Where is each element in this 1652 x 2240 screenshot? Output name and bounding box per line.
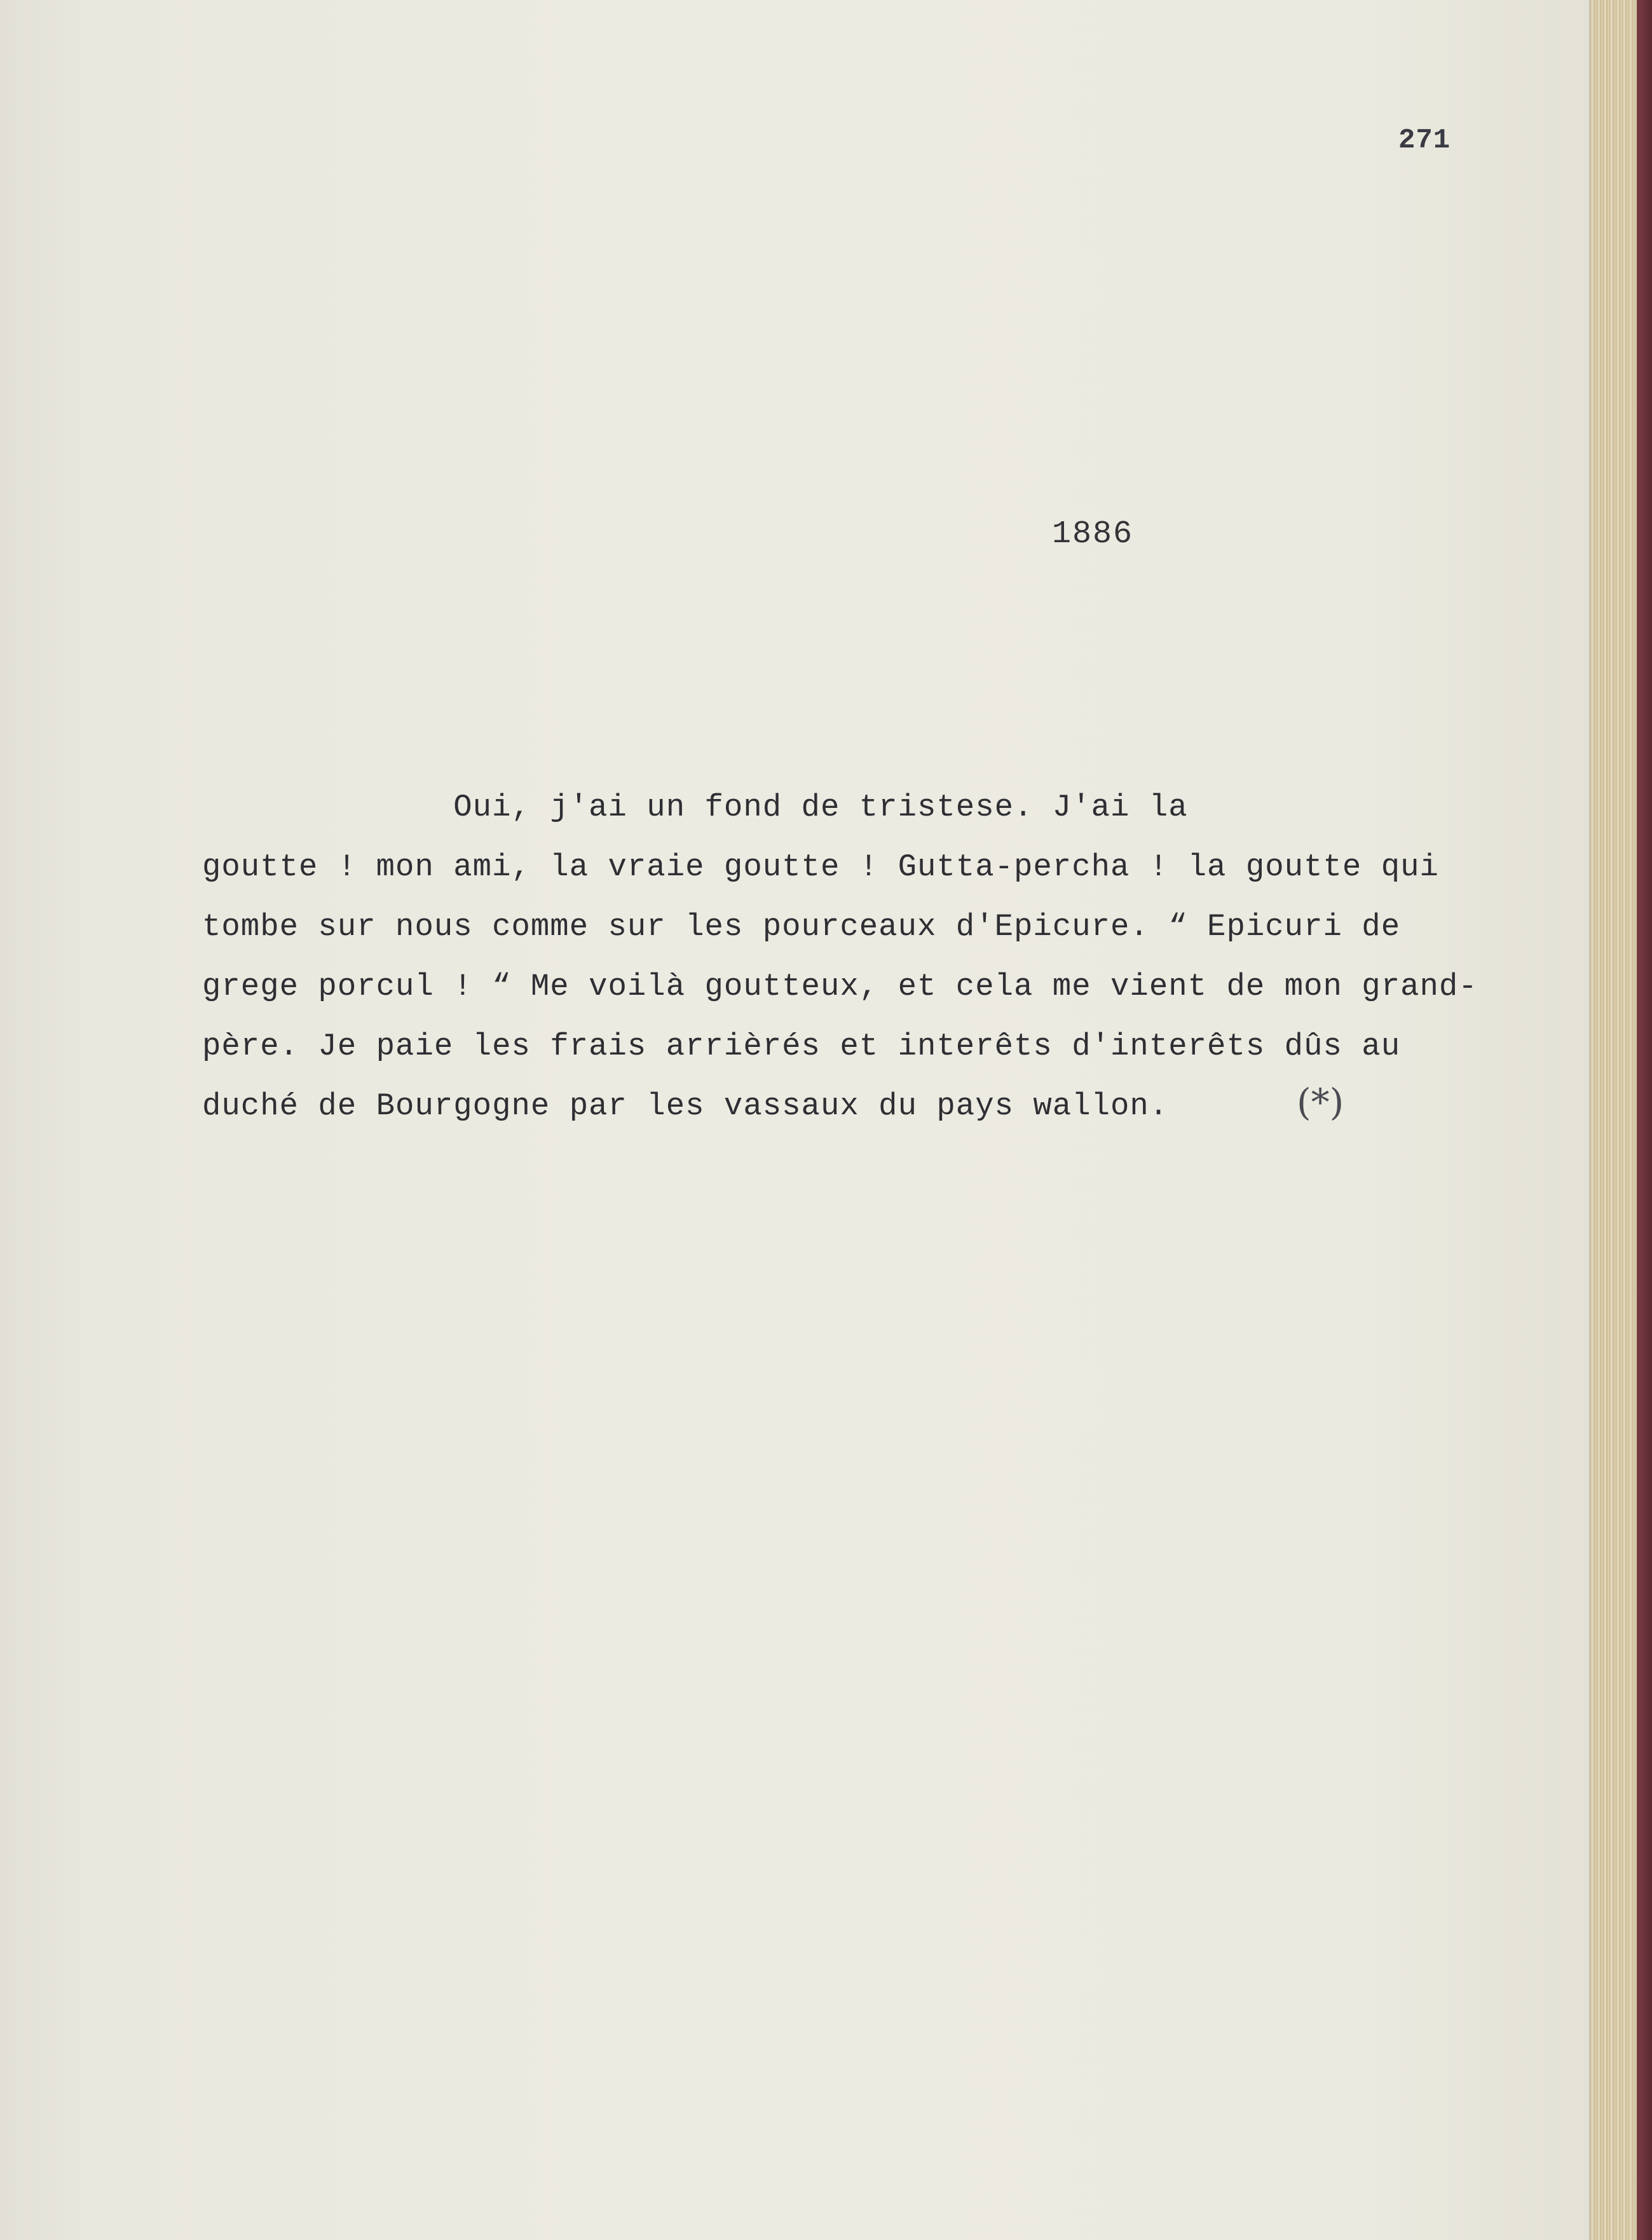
text-line-5: père. Je paie les frais arrièrés et interêts d'interêts dûs au [202,1028,1401,1064]
year-heading: 1886 [1052,516,1134,552]
text-line-4: grege porcul ! “ Me voilà goutteux, et cela me vient de mon grand- [202,969,1478,1004]
text-line-6: duché de Bourgogne par les vassaux du pays wallon. [202,1088,1169,1124]
text-line-1: Oui, j'ai un fond de tristese. J'ai la [202,789,1188,825]
page-edges [1589,0,1639,2240]
book-binding [1637,0,1652,2240]
text-line-2: goutte ! mon ami, la vraie goutte ! Gutta-percha ! la goutte qui [202,849,1439,885]
page-number: 271 [1398,125,1451,156]
text-line-3: tombe sur nous comme sur les pourceaux d'Epicure. “ Epicuri de [202,909,1401,945]
footnote-marker: (*) [1297,1081,1344,1124]
